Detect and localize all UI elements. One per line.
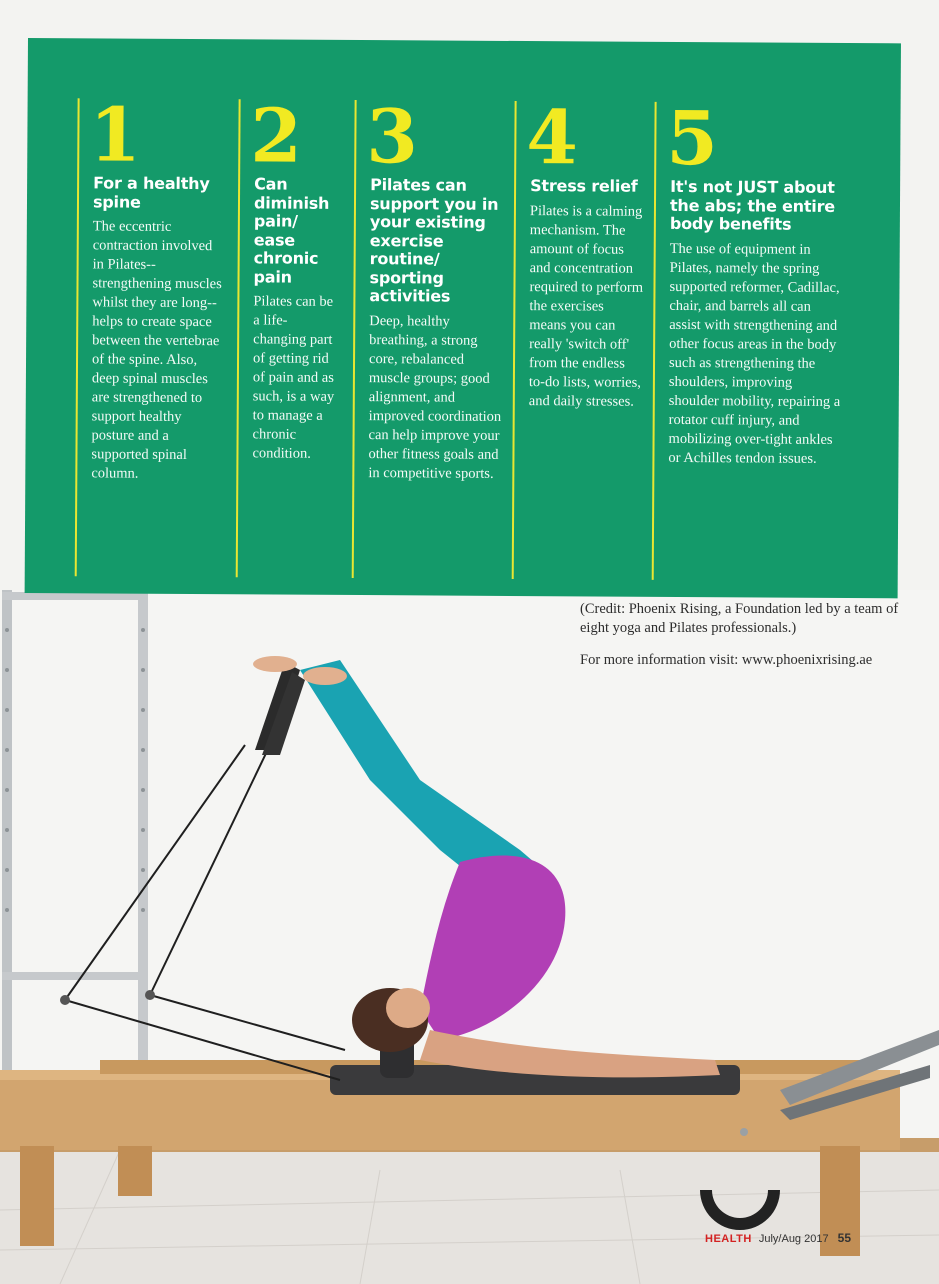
item-body: Deep, healthy breathing, a strong core, rebalanced muscle groups; good alignment, and improved coordination can help improve your other fitness goals and in competitive sports. bbox=[368, 312, 502, 482]
item-number: 1 bbox=[89, 92, 142, 179]
page-footer bbox=[705, 1231, 851, 1245]
credit-block bbox=[580, 600, 910, 683]
credit-text: (Credit: Phoenix Rising, a Foundation led by a team of eight yoga and Pilates professionals.) bbox=[580, 601, 899, 636]
item-body: The eccentric contraction involved in Pilates--strengthening muscles whilst they are long--helps to create space between the vertebrae of the spine. Also, deep spinal muscles are strengthened to support healthy posture and a supported spinal column. bbox=[91, 218, 222, 482]
item-body: Pilates is a calming mechanism. The amount of focus and concentration required to perform the exercises means you can really 'switch off' from the endless to-do lists, worries, and daily stresses. bbox=[528, 202, 644, 410]
benefit-item-4 bbox=[512, 95, 645, 580]
benefit-item-5 bbox=[652, 95, 845, 581]
pilates-photo bbox=[0, 590, 939, 1284]
item-number: 5 bbox=[666, 95, 719, 183]
item-number: 3 bbox=[366, 94, 419, 181]
item-body: Pilates can be a life-changing part of getting rid of pain and as such, is a way to manage a chronic condition. bbox=[252, 293, 335, 462]
item-heading: Pilates can support you in your existing exercise routine/ sporting activities bbox=[369, 175, 499, 306]
benefit-item-2 bbox=[236, 93, 339, 578]
benefit-item-1 bbox=[75, 92, 228, 577]
item-heading: Can diminish pain/ ease chronic pain bbox=[253, 174, 330, 287]
item-heading: Stress relief bbox=[530, 176, 638, 196]
issue-date: July/Aug 2017 bbox=[758, 1233, 829, 1245]
item-heading: For a healthy spine bbox=[92, 173, 210, 212]
benefit-item-3 bbox=[352, 94, 505, 579]
item-heading: It's not JUST about the abs; the entire body benefits bbox=[669, 176, 836, 234]
more-info-text: For more information visit: www.phoenixrising.ae bbox=[580, 652, 873, 668]
item-number: 4 bbox=[526, 95, 579, 182]
item-number: 2 bbox=[250, 93, 303, 180]
item-body: The use of equipment in Pilates, namely the spring supported reformer, Cadillac, chair, and barrels all can assist with strengthening and other focus areas in the body such as strengthening the shoulders, improving shoulder mobility, repairing a rotator cuff injury, and mobilizing over-tight ankles or Achilles tendon issues. bbox=[668, 240, 841, 467]
page-number: 55 bbox=[837, 1231, 851, 1245]
benefits-panel bbox=[25, 38, 901, 598]
magazine-brand: HEALTH bbox=[705, 1233, 752, 1245]
